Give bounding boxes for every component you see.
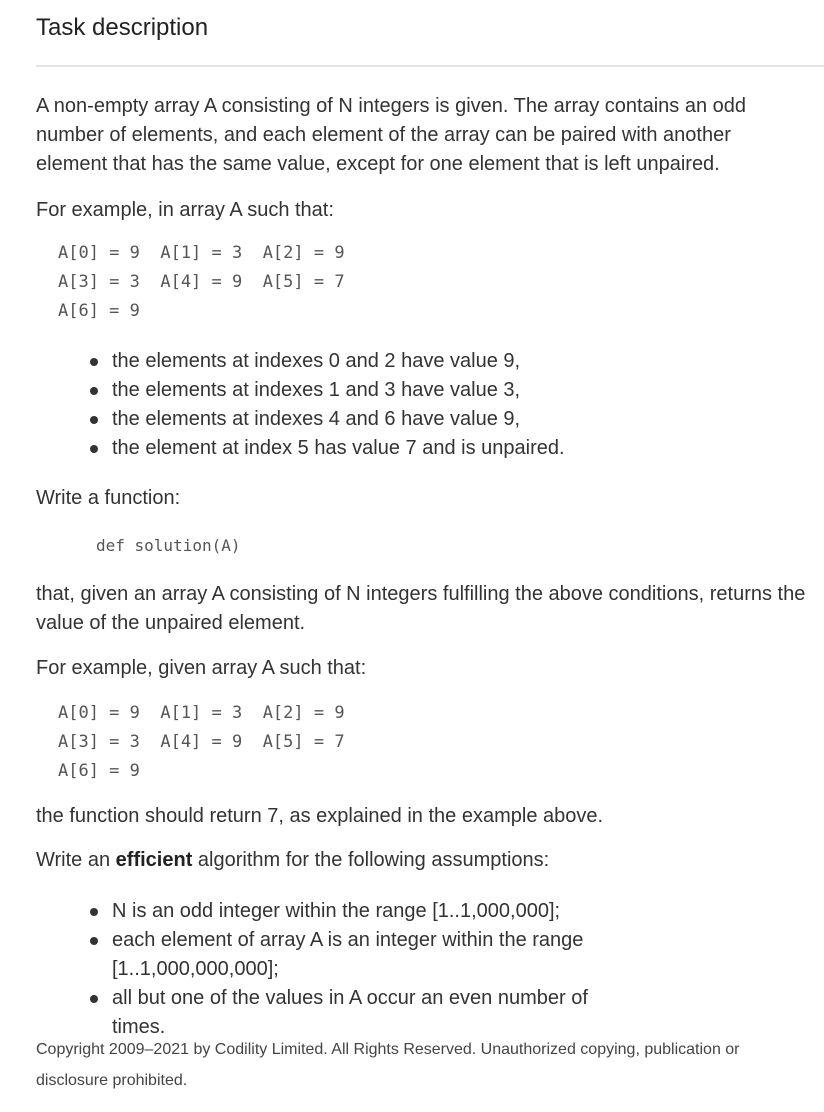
example2-lead: For example, given array A such that: <box>36 657 367 679</box>
function-signature: def solution(A) <box>96 536 241 555</box>
list-item: the elements at indexes 4 and 6 have value 9, <box>72 405 792 434</box>
list-item: the elements at indexes 0 and 2 have value 9, <box>72 347 792 376</box>
code-line: A[3] = 3 A[4] = 9 A[5] = 7 <box>58 732 345 752</box>
write-function-text: Write a function: <box>36 487 181 509</box>
list-item: the element at index 5 has value 7 and is unpaired. <box>72 434 792 463</box>
title-divider <box>36 65 824 67</box>
code-line: A[0] = 9 A[1] = 3 A[2] = 9 <box>58 703 345 723</box>
assumptions-lead <box>36 846 549 875</box>
code-line: A[6] = 9 <box>58 761 140 781</box>
example2-code-block <box>58 699 345 786</box>
code-line: A[6] = 9 <box>58 301 140 321</box>
example2-result: the function should return 7, as explained in the example above. <box>36 805 604 827</box>
list-item: the elements at indexes 1 and 3 have value 3, <box>72 376 792 405</box>
list-item: N is an odd integer within the range [1..1,000,000]; <box>72 897 632 926</box>
list-item: all but one of the values in A occur an even number of times. <box>72 984 632 1042</box>
example1-bullet-list <box>72 347 792 463</box>
efficient-emphasis: efficient <box>115 849 193 871</box>
example1-code-block <box>58 239 345 326</box>
code-line: A[0] = 9 A[1] = 3 A[2] = 9 <box>58 243 345 263</box>
code-line: A[3] = 3 A[4] = 9 A[5] = 7 <box>58 272 345 292</box>
list-item: each element of array A is an integer within the range [1..1,000,000,000]; <box>72 926 632 984</box>
copyright-footer: Copyright 2009–2021 by Codility Limited. All Rights Reserved. Unauthorized copying, publication or disclosure prohibited. <box>36 1041 740 1089</box>
example1-lead: For example, in array A such that: <box>36 199 334 221</box>
returns-paragraph: that, given an array A consisting of N integers fulfilling the above conditions, returns the value of the unpaired element. <box>36 583 806 634</box>
assumptions-list <box>72 897 632 1042</box>
assumptions-lead-pre: Write an <box>36 849 116 871</box>
intro-paragraph: A non-empty array A consisting of N integers is given. The array contains an odd number of elements, and each element of the array can be paired with another element that has the same value, except for one element that is left unpaired. <box>36 95 747 175</box>
page-title: Task description <box>36 14 209 41</box>
assumptions-lead-post: algorithm for the following assumptions: <box>192 849 550 871</box>
